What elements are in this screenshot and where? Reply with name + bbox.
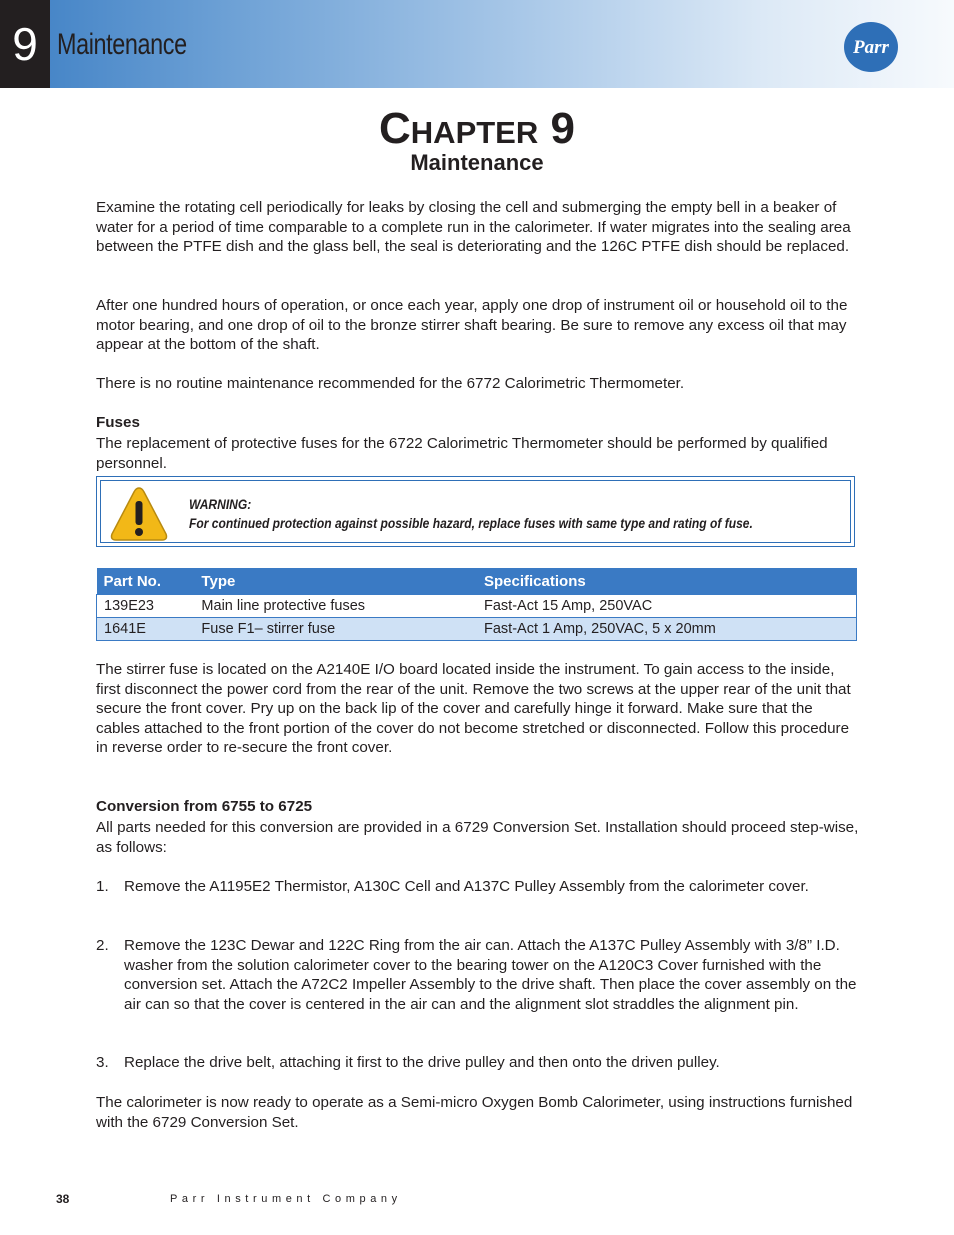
- footer-company: Parr Instrument Company: [170, 1193, 402, 1205]
- chapter-number: 9: [550, 104, 575, 153]
- warning-message: For continued protection against possible hazard, replace fuses with same type and rating of fuse.: [189, 516, 753, 531]
- chapter-first-letter: C: [379, 104, 411, 153]
- column-header: Specifications: [477, 568, 857, 595]
- paragraph-oiling: After one hundred hours of operation, or once each year, apply one drop of instrument oil or household oil to the motor bearing, and one drop of oil to the bronze stirrer shaft bearing. Be sure to remove any excess oil that may appear at the bottom of the shaft.: [96, 297, 848, 354]
- chapter-number-box: 9: [0, 0, 50, 88]
- table-cell: Fuse F1– stirrer fuse: [194, 618, 477, 641]
- list-number: 3.: [96, 1054, 109, 1071]
- warning-label: WARNING:: [189, 497, 252, 512]
- table-cell: 1641E: [97, 618, 195, 641]
- column-header: Type: [194, 568, 477, 595]
- list-number: 1.: [96, 878, 109, 895]
- list-text: Remove the A1195E2 Thermistor, A130C Cell and A137C Pulley Assembly from the calorimeter cover.: [124, 878, 809, 895]
- paragraph-thermometer: There is no routine maintenance recommended for the 6772 Calorimetric Thermometer.: [96, 375, 685, 392]
- page-number: 38: [56, 1192, 70, 1206]
- header-title: Maintenance: [57, 28, 187, 61]
- table-row: [97, 618, 857, 641]
- warning-box: [96, 476, 855, 547]
- paragraph-stirrer-fuse: The stirrer fuse is located on the A2140E I/O board located inside the instrument. To gain access to the inside, first disconnect the power cord from the rear of the unit. Remove the two screws at the upper rear of the unit that secure the front cover. Pry up on the back lip of the cover and carefully hinge it forward. Make sure that the cables attached to the front portion of the cover do not become stretched or disconnected. Follow this procedure in reverse order to re-secure the front cover.: [96, 661, 851, 757]
- fuses-heading: Fuses: [96, 414, 140, 431]
- table-header-row: [97, 568, 857, 595]
- table-cell: Main line protective fuses: [194, 595, 477, 618]
- parr-logo: [842, 20, 900, 74]
- warning-triangle-icon: [109, 485, 169, 543]
- list-text: Replace the drive belt, attaching it first to the drive pulley and then onto the driven pulley.: [124, 1054, 720, 1071]
- column-header: Part No.: [97, 568, 195, 595]
- paragraph-fuses: The replacement of protective fuses for the 6722 Calorimetric Thermometer should be performed by qualified personnel.: [96, 435, 828, 472]
- fuse-table: [96, 568, 857, 641]
- table-row: [97, 595, 857, 618]
- paragraph-conversion: All parts needed for this conversion are provided in a 6729 Conversion Set. Installation should proceed step-wise, as follows:: [96, 819, 859, 856]
- chapter-subtitle: Maintenance: [410, 150, 544, 175]
- list-number: 2.: [96, 937, 109, 954]
- paragraph-closing: The calorimeter is now ready to operate as a Semi-micro Oxygen Bomb Calorimeter, using instructions furnished with the 6729 Conversion Set.: [96, 1094, 853, 1131]
- table-cell: Fast-Act 15 Amp, 250VAC: [477, 595, 857, 618]
- list-text: Remove the 123C Dewar and 122C Ring from the air can. Attach the A137C Pulley Assembly with 3/8” I.D. washer from the solution calorimeter cover to the bearing tower on the A120C3 Cover furnished with the conversion set. Attach the A72C2 Impeller Assembly to the drive shaft. Then place the cover assembly on the air can so that the cover is centered in the air can and the alignment slot straddles the alignment pin.: [124, 937, 857, 1013]
- warning-text: [189, 495, 837, 533]
- chapter-word-rest: HAPTER: [410, 115, 539, 150]
- conversion-heading: Conversion from 6755 to 6725: [96, 798, 313, 815]
- paragraph-cell-leaks: Examine the rotating cell periodically for leaks by closing the cell and submerging the empty bell in a beaker of water for a period of time comparable to a complete run in the calorimeter. If water migrates into the sealing area between the PTFE dish and the glass bell, the seal is deteriorating and the 126C PTFE dish should be replaced.: [96, 199, 851, 256]
- chapter-title: [0, 104, 954, 154]
- svg-text:Parr: Parr: [853, 37, 889, 58]
- page-header: [0, 0, 954, 88]
- table-cell: Fast-Act 1 Amp, 250VAC, 5 x 20mm: [477, 618, 857, 641]
- table-cell: 139E23: [97, 595, 195, 618]
